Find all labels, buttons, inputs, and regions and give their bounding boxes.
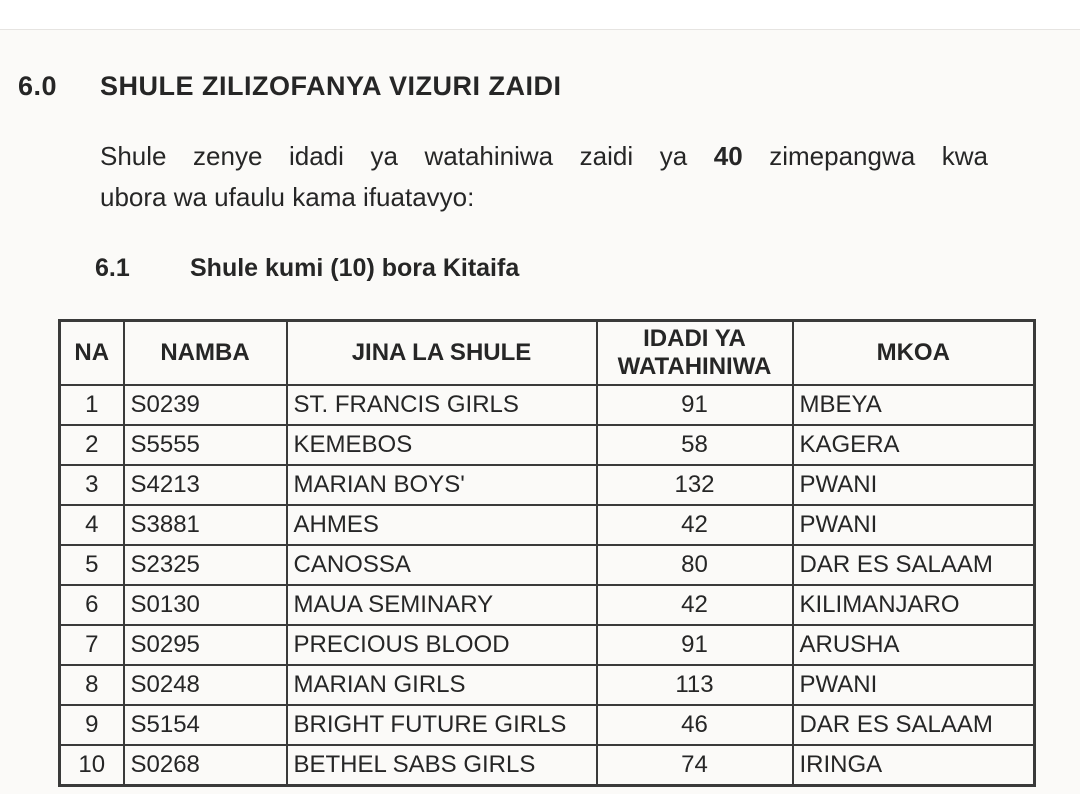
cell-candidates: 42 xyxy=(597,505,793,545)
cell-number: S2325 xyxy=(124,545,287,585)
column-header-idadi: IDADI YA WATAHINIWA xyxy=(597,321,793,386)
table-row xyxy=(60,425,1035,465)
cell-rank: 4 xyxy=(60,505,124,545)
cell-candidates: 46 xyxy=(597,705,793,745)
cell-candidates: 113 xyxy=(597,665,793,705)
cell-rank: 5 xyxy=(60,545,124,585)
column-header-mkoa: MKOA xyxy=(793,321,1035,386)
column-header-jina: JINA LA SHULE xyxy=(287,321,597,386)
table-header xyxy=(60,321,1035,386)
cell-number: S0295 xyxy=(124,625,287,665)
intro-paragraph xyxy=(100,136,988,218)
section-number: 6.0 xyxy=(18,71,58,101)
cell-region: PWANI xyxy=(793,465,1035,505)
page-top-margin xyxy=(0,0,1080,30)
section-title: SHULE ZILIZOFANYA VIZURI ZAIDI xyxy=(100,71,562,101)
intro-threshold-value: 40 xyxy=(713,141,743,171)
table-header-row xyxy=(60,321,1035,386)
table-row xyxy=(60,545,1035,585)
cell-rank: 6 xyxy=(60,585,124,625)
cell-candidates: 132 xyxy=(597,465,793,505)
subsection-heading xyxy=(95,254,1080,283)
cell-candidates: 91 xyxy=(597,625,793,665)
cell-candidates: 91 xyxy=(597,385,793,425)
cell-region: PWANI xyxy=(793,505,1035,545)
intro-line-2: ubora wa ufaulu kama ifuatavyo: xyxy=(100,182,475,212)
table-row xyxy=(60,705,1035,745)
cell-region: DAR ES SALAAM xyxy=(793,705,1035,745)
cell-school: MAUA SEMINARY xyxy=(287,585,597,625)
table-row xyxy=(60,505,1035,545)
table-row xyxy=(60,385,1035,425)
cell-school: MARIAN GIRLS xyxy=(287,665,597,705)
intro-line-1-pre: Shule zenye idadi ya watahiniwa zaidi ya xyxy=(100,141,688,171)
table-row xyxy=(60,585,1035,625)
table-row xyxy=(60,665,1035,705)
cell-number: S3881 xyxy=(124,505,287,545)
cell-school: MARIAN BOYS' xyxy=(287,465,597,505)
table-row xyxy=(60,625,1035,665)
cell-rank: 9 xyxy=(60,705,124,745)
subsection-title: Shule kumi (10) bora Kitaifa xyxy=(190,254,520,282)
table-row xyxy=(60,465,1035,505)
intro-line-1-post: zimepangwa kwa xyxy=(769,141,988,171)
cell-number: S0248 xyxy=(124,665,287,705)
cell-number: S0239 xyxy=(124,385,287,425)
cell-region: KAGERA xyxy=(793,425,1035,465)
cell-school: BETHEL SABS GIRLS xyxy=(287,745,597,786)
cell-rank: 7 xyxy=(60,625,124,665)
top-schools-table xyxy=(58,319,1036,787)
cell-region: IRINGA xyxy=(793,745,1035,786)
cell-region: PWANI xyxy=(793,665,1035,705)
cell-rank: 1 xyxy=(60,385,124,425)
cell-school: AHMES xyxy=(287,505,597,545)
cell-school: ST. FRANCIS GIRLS xyxy=(287,385,597,425)
document-page xyxy=(0,30,1080,794)
cell-rank: 3 xyxy=(60,465,124,505)
subsection-number: 6.1 xyxy=(95,254,130,282)
cell-region: MBEYA xyxy=(793,385,1035,425)
cell-school: BRIGHT FUTURE GIRLS xyxy=(287,705,597,745)
cell-rank: 10 xyxy=(60,745,124,786)
cell-rank: 8 xyxy=(60,665,124,705)
intro-line-1 xyxy=(100,136,988,177)
table-body xyxy=(60,385,1035,786)
cell-number: S5555 xyxy=(124,425,287,465)
cell-number: S5154 xyxy=(124,705,287,745)
cell-candidates: 58 xyxy=(597,425,793,465)
cell-number: S0130 xyxy=(124,585,287,625)
section-heading xyxy=(0,30,1080,102)
cell-number: S4213 xyxy=(124,465,287,505)
table-row xyxy=(60,745,1035,786)
cell-candidates: 42 xyxy=(597,585,793,625)
cell-candidates: 80 xyxy=(597,545,793,585)
cell-region: DAR ES SALAAM xyxy=(793,545,1035,585)
cell-school: CANOSSA xyxy=(287,545,597,585)
cell-region: KILIMANJARO xyxy=(793,585,1035,625)
cell-candidates: 74 xyxy=(597,745,793,786)
cell-region: ARUSHA xyxy=(793,625,1035,665)
cell-school: PRECIOUS BLOOD xyxy=(287,625,597,665)
column-header-namba: NAMBA xyxy=(124,321,287,386)
cell-number: S0268 xyxy=(124,745,287,786)
column-header-na: NA xyxy=(60,321,124,386)
cell-school: KEMEBOS xyxy=(287,425,597,465)
cell-rank: 2 xyxy=(60,425,124,465)
